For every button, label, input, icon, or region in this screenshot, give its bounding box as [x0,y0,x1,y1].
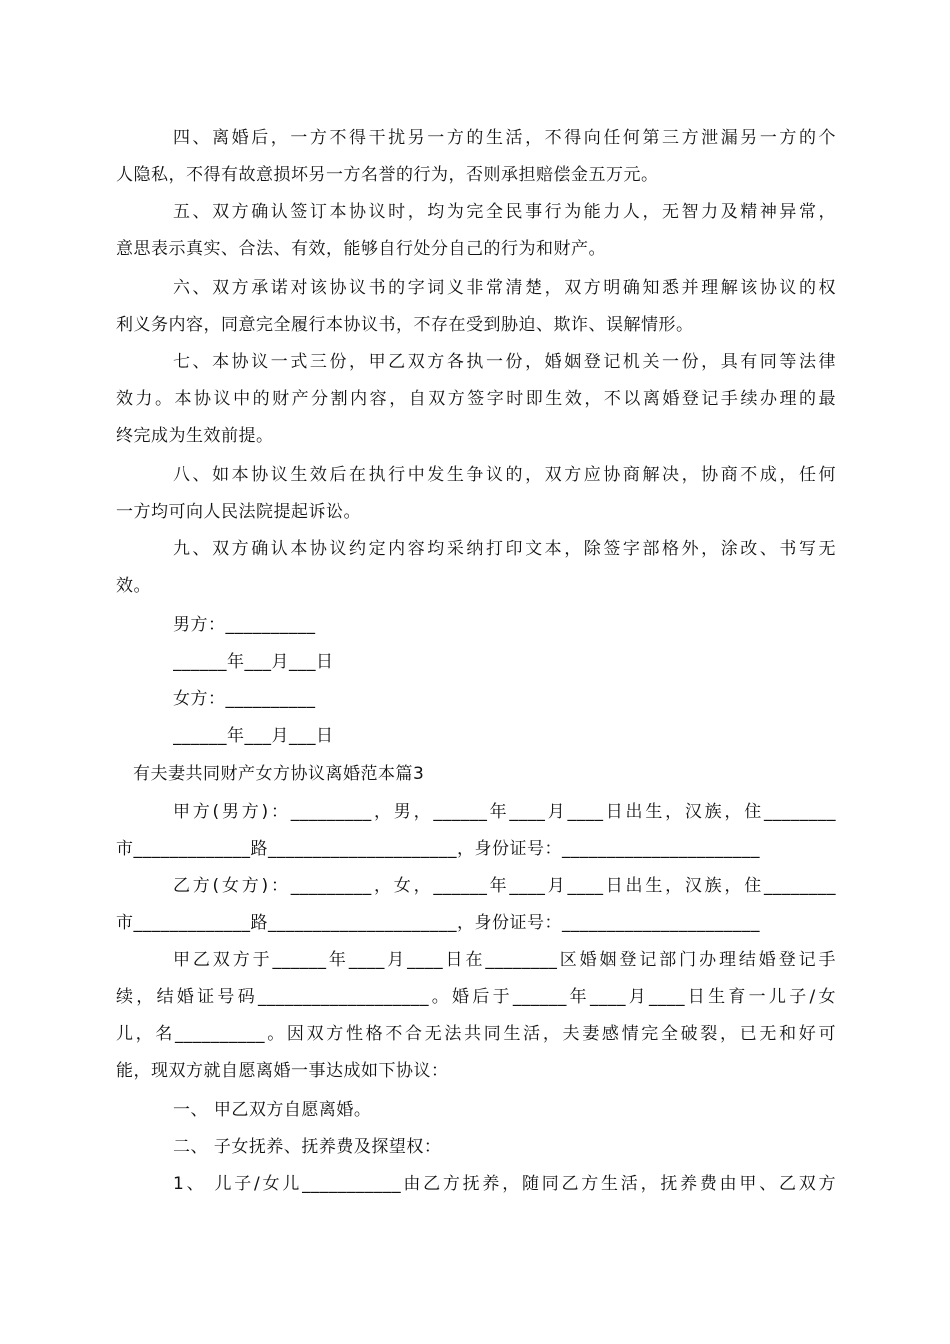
paragraph-6-line-1: 六、双方承诺对该协议书的字词义非常清楚，双方明确知悉并理解该协议的权 [173,278,836,298]
signature-female-date: ______年___月___日 [173,726,334,746]
paragraph-7-line-3: 终完成为生效前提。 [116,426,274,446]
paragraph-8-line-1: 八、如本协议生效后在执行中发生争议的，双方应协商解决，协商不成，任何 [173,465,836,485]
party-a-line-2: 市_____________路_____________________，身份证号：______________________ [116,839,760,859]
clause-2: 二、 子女抚养、抚养费及探望权： [173,1137,442,1157]
clause-2-item-1: 1、 儿子/女儿___________由乙方抚养，随同乙方生活，抚养费由甲、乙双方 [173,1174,836,1194]
paragraph-7-line-1: 七、本协议一式三份，甲乙双方各执一份，婚姻登记机关一份，具有同等法律 [173,352,836,372]
party-a-line-1: 甲方(男方)：_________，男，______年____月____日出生，汉族，住________ [173,802,836,822]
paragraph-4-line-2: 人隐私，不得有故意损坏另一方名誉的行为，否则承担赔偿金五万元。 [116,165,659,185]
clause-1: 一、 甲乙双方自愿离婚。 [173,1100,372,1120]
marriage-line-3: 儿，名__________。因双方性格不合无法共同生活，夫妻感情完全破裂，已无和好可 [116,1024,836,1044]
party-b-line-1: 乙方(女方)：_________，女，______年____月____日出生，汉族，住________ [173,876,836,896]
section-title: 有夫妻共同财产女方协议离婚范本篇3 [133,764,425,784]
party-b-line-2: 市_____________路_____________________，身份证号：______________________ [116,913,760,933]
paragraph-5-line-1: 五、双方确认签订本协议时，均为完全民事行为能力人，无智力及精神异常， [173,202,836,222]
paragraph-6-line-2: 利义务内容，同意完全履行本协议书，不存在受到胁迫、欺诈、误解情形。 [116,315,694,335]
paragraph-9-line-1: 九、双方确认本协议约定内容均采纳打印文本，除签字部格外，涂改、书写无 [173,539,836,559]
paragraph-4-line-1: 四、离婚后，一方不得干扰另一方的生活，不得向任何第三方泄漏另一方的个 [173,128,836,148]
signature-male: 男方：__________ [173,615,316,635]
paragraph-9-line-2: 效。 [116,576,151,596]
marriage-line-2: 续，结婚证号码___________________。婚后于______年____月____日生育一儿子/女 [116,987,836,1007]
marriage-line-4: 能，现双方就自愿离婚一事达成如下协议： [116,1061,449,1081]
paragraph-7-line-2: 效力。本协议中的财产分割内容，自双方签字时即生效，不以离婚登记手续办理的最 [116,389,836,409]
paragraph-8-line-2: 一方均可向人民法院提起诉讼。 [116,502,361,522]
signature-female: 女方：__________ [173,689,316,709]
signature-male-date: ______年___月___日 [173,652,334,672]
paragraph-5-line-2: 意思表示真实、合法、有效，能够自行处分自己的行为和财产。 [116,239,606,259]
marriage-line-1: 甲乙双方于______年____月____日在________区婚姻登记部门办理结婚登记手 [173,950,836,970]
